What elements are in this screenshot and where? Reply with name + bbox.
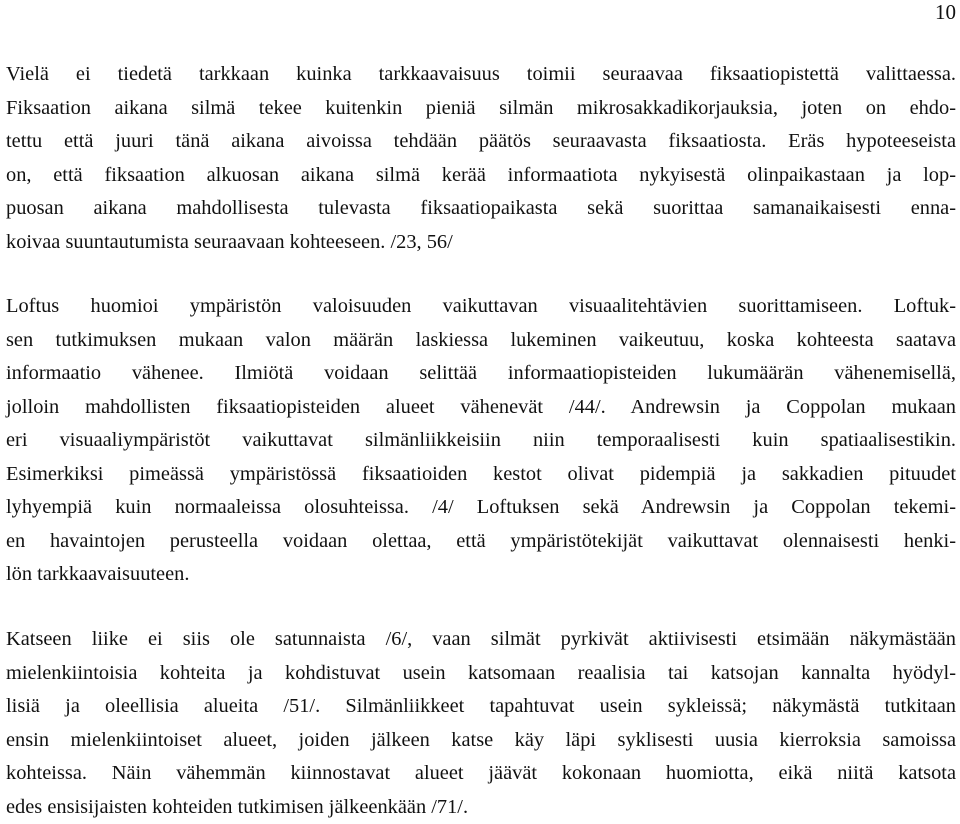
- text-line: Loftus huomioi ympäristön valoisuuden vaikuttavan visuaalitehtävien suorittamiseen. Loftuk-: [6, 295, 956, 317]
- text-line: en havaintojen perusteella voidaan olettaa, että ympäristötekijät vaikuttavat olennaisesti henki-: [6, 529, 956, 552]
- text-line: lisiä ja oleellisia alueita /51/. Silmänliikkeet tapahtuvat usein sykleissä; näkymästä tutkitaan: [6, 695, 956, 717]
- text-line: koivaa suuntautumista seuraavaan kohteeseen. /23, 56/: [6, 230, 453, 253]
- text-line: kohteissa. Näin vähemmän kiinnostavat alueet jäävät kokonaan huomiotta, eikä niitä katsota: [6, 762, 956, 784]
- text-line: eri visuaaliympäristöt vaikuttavat silmänliikkeisiin niin temporaalisesti kuin spatiaalisestikin.: [6, 429, 956, 451]
- text-line: Fiksaation aikana silmä tekee kuitenkin pieniä silmän mikrosakkadikorjauksia, joten on ehdo-: [6, 96, 956, 119]
- text-line: mielenkiintoisia kohteita ja kohdistuvat usein katsomaan reaalisia tai katsojan kannalta hyödyl-: [6, 661, 956, 684]
- text-line: tettu että juuri tänä aikana aivoissa tehdään päätös seuraavasta fiksaatiosta. Eräs hypoteeseista: [6, 130, 956, 152]
- text-line: Esimerkiksi pimeässä ympäristössä fiksaatioiden kestot olivat pidempiä ja sakkadien pituudet: [6, 462, 956, 485]
- text-line: edes ensisijaisten kohteiden tutkimisen jälkeenkään /71/.: [6, 795, 469, 818]
- text-line: lyhyempiä kuin normaaleissa olosuhteissa. /4/ Loftuksen sekä Andrewsin ja Coppolan tekemi-: [6, 496, 956, 518]
- text-line: ensin mielenkiintoiset alueet, joiden jälkeen katse käy läpi syklisesti uusia kierroksia samoissa: [6, 728, 956, 751]
- text-line: jolloin mahdollisten fiksaatiopisteiden alueet vähenevät /44/. Andrewsin ja Coppolan mukaan: [6, 395, 956, 418]
- text-line: informaatio vähenee. Ilmiötä voidaan selittää informaatiopisteiden lukumäärän vähenemisellä,: [6, 362, 956, 384]
- paragraph: [6, 58, 956, 259]
- text-line: on, että fiksaation alkuosan aikana silmä kerää informaatiota nykyisestä olinpaikastaan ja lop-: [6, 163, 956, 186]
- text-line: Vielä ei tiedetä tarkkaan kuinka tarkkaavaisuus toimii seuraavaa fiksaatiopistettä valittaessa.: [6, 63, 956, 85]
- paragraph: [6, 623, 956, 824]
- page-number: 10: [935, 0, 956, 24]
- text-line: sen tutkimuksen mukaan valon määrän laskiessa lukeminen vaikeutuu, koska kohteesta saatava: [6, 328, 956, 351]
- text-line: Katseen liike ei siis ole satunnaista /6/, vaan silmät pyrkivät aktiivisesti etsimään näkymästään: [6, 628, 956, 650]
- text-line: puosan aikana mahdollisesta tulevasta fiksaatiopaikasta sekä suorittaa samanaikaisesti enna-: [6, 197, 956, 219]
- text-line: lön tarkkaavaisuuteen.: [6, 563, 190, 585]
- paragraph: [6, 290, 956, 592]
